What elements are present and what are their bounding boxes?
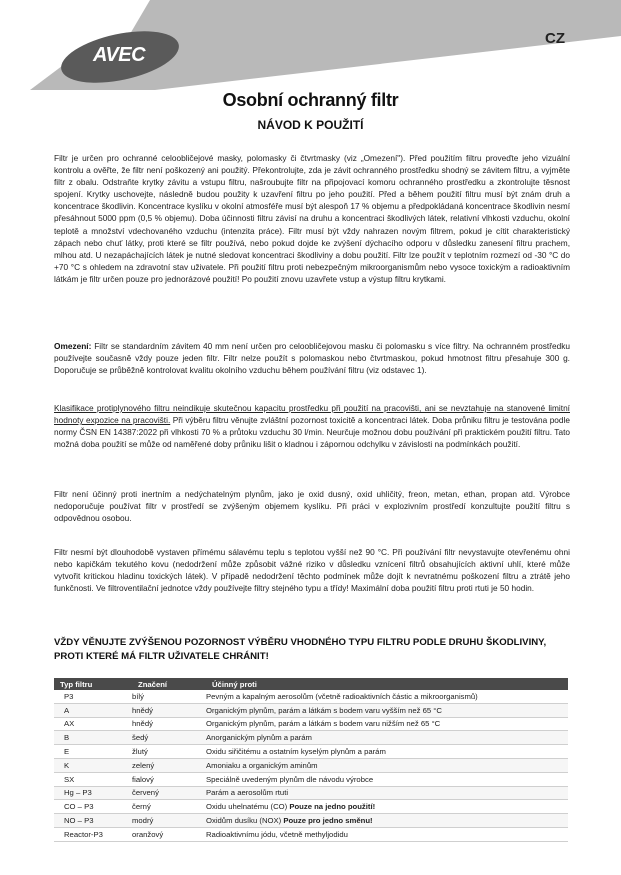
filter-protection-cell [206,717,568,731]
filter-type-cell: K [54,758,132,772]
filter-protection-cell [206,786,568,800]
header-marking: Značení [132,678,206,690]
filter-protection-cell [206,827,568,841]
filter-type-cell: P3 [54,690,132,703]
filter-marking-cell: červený [132,786,206,800]
limitations-text: Filtr se standardním závitem 40 mm není určen pro celoobličejovou masku či polomasku s více filtry. Na ochranném prostředku používejte současně vždy pouze jeden filtr. Filtr nelze použít s polomaskou nebo čtvrtmaskou, pokud hmotnost filtru přesahuje 300 g. Doporučuje se průběžně kontrolovat kvalitu okolního vzduchu během používání filtru (viz odstavec 1). [54,341,570,376]
table-row [54,786,568,800]
filter-type-cell: NO – P3 [54,814,132,828]
filter-marking-cell: zelený [132,758,206,772]
language-code: CZ [545,30,565,47]
filter-selection-warning: VŽDY VĚNUJTE ZVÝŠENOU POZORNOST VÝBĚRU VHODNÉHO TYPU FILTRU PODLE DRUHU ŠKODLIVINY, PROTI KTERÉ MÁ FILTR UŽIVATELE CHRÁNIT! [54,637,547,662]
paragraph-inert-gases: Filtr není účinný proti inertním a nedýchatelným plynům, jako je oxid dusný, oxid uhličitý, freon, metan, ethan, propan atd. Výrobce nedoporučuje používat filtr v prostředí se zvýšeným objemem kyslíku. Při práci v explozivním prostředí konzultujte použití filtru s odpovědnou osobou. [54,489,570,524]
filter-type-cell: E [54,745,132,759]
table-row [54,758,568,772]
table-header-row [54,678,568,690]
table-row [54,814,568,828]
filter-type-cell: Reactor-P3 [54,827,132,841]
table-row [54,703,568,717]
filter-protection-cell [206,800,568,814]
filter-marking-cell: černý [132,800,206,814]
paragraph-classification [54,402,570,450]
filter-protection-cell [206,745,568,759]
filter-protection-cell [206,758,568,772]
paragraph-heat-warning: Filtr nesmí být dlouhodobě vystaven přímému sálavému teplu s teplotou vyšší než 90 °C. Při používání filtr nevystavujte otevřenému ohni nebo kapičkám tekutého kovu (nedodržení může způsobit vážné riziko v důsledku vznícení filtrů obsahujících aktivní uhlí, které může vytvořit kritickou hladinu toxických látek). V případě nedodržení těchto podmínek může dojít k nevratnému poškození filtru a ztrátě jeho funkčnosti. Ve filtroventilační jednotce vždy používejte filtry stejného typu a třídy! Maximální doba použití filtru proti rtuti je 50 hodin. [54,547,570,594]
protection-text: Parám a aerosolům rtuti [206,788,289,798]
protection-text: Oxidům dusíku (NOX) [206,816,284,826]
protection-text: Radioaktivnímu jódu, včetně methyljodidu [206,829,348,839]
filter-type-cell: CO – P3 [54,800,132,814]
filter-protection-cell [206,814,568,828]
table-row [54,772,568,786]
protection-text: Organickým plynům, parám a látkám s bodem varu nižším než 65 °C [206,719,441,729]
filter-protection-cell [206,690,568,703]
filter-marking-cell: modrý [132,814,206,828]
table-row [54,717,568,731]
paragraph-usage: Filtr je určen pro ochranné celoobličejové masky, polomasky či čtvrtmasky (viz „Omezení"). Před použitím filtru proveďte jeho vizuální kontrolu a ověřte, že filtr není poškozený ani použitý. Překontrolujte, zda je závit ochranného prostředku shodný se závitem filtru, a vyjměte filtr z obalu. Odstraňte krytky závitu a vstupu filtru, našroubujte filtr na připojovací komoru ochranného prostředku a zkontrolujte těsnost spojení. Krytky uschovejte, následně budou použity k uzavření filtru po jeho použití. Před a během použití filtru musí být znám druh a koncentrace škodlivin. Koncentrace kyslíku v okolní atmosféře musí být alespoň 17 % objemu a předpokládaná koncentrace škodlivin nesmí přesáhnout 5000 ppm (0,5 % objemu). Doba účinnosti filtru závisí na druhu a koncentraci škodlivých látek, relativní vlhkosti vzduchu, okolní teplotě a množství vdechovaného vzduchu (intenzita práce). Filtr musí být vždy nahrazen novým filtrem, pokud je cítit charakteristický zápach nebo chuť látky, proti které se filtr používá, nebo pokud dojde ke zvýšení dýchacího odporu v důsledku zanesení filtru prachem, mlhou atd. U nezapáchajících látek je nutné sledovat koncentraci škodliviny a dobu použití. Filtr lze použít v teplotním rozmezí od -30 °C do +70 °C s ohledem na zdravotní stav uživatele. Při použití filtru proti nebezpečným mikroorganismům nebo vysoce toxickým a radioaktivním látkám je filtr určen pouze pro jednorázové použití! Po použití znovu uzavřete vstup a výstup filtru krytkami. [54,153,570,284]
protection-text: Organickým plynům, parám a látkám s bodem varu vyšším než 65 °C [206,705,442,715]
filter-marking-cell: hnědý [132,717,206,731]
filter-type-cell: B [54,731,132,745]
filter-marking-cell: šedý [132,731,206,745]
table-row [54,690,568,703]
filter-marking-cell: hnědý [132,703,206,717]
protection-text: Oxidu siřičitému a ostatním kyselým plynům a parám [206,747,386,757]
document-subtitle: NÁVOD K POUŽITÍ [257,118,364,132]
filter-type-cell: Hg – P3 [54,786,132,800]
protection-note: Pouze na jedno použití! [289,802,376,812]
paragraph-limitations [54,340,570,376]
header-effective-against: Účinný proti [206,678,568,690]
table-row [54,745,568,759]
filter-marking-cell: bílý [132,690,206,703]
filter-marking-cell: fialový [132,772,206,786]
table-row [54,827,568,841]
filter-type-cell: SX [54,772,132,786]
document-title: Osobní ochranný filtr [222,90,399,110]
classification-underlined: Klasifikace protiplynového filtru neindikuje skutečnou kapacitu prostředku při použití na pracovišti, ani se nevztahuje na stanovené limitní hodnoty expozice na pracovišti. [54,403,570,426]
filter-protection-cell [206,772,568,786]
filter-protection-cell [206,731,568,745]
avec-logo: AVEC [92,44,146,66]
filter-type-cell: AX [54,717,132,731]
filter-protection-cell [206,703,568,717]
classification-text: Při výběru filtru věnujte zvláštní pozornost toxicitě a koncentraci látek. Doba průniku filtru je testována podle normy ČSN EN 14387:2022 při vlhkosti 70 % a průtoku vzduchu 30 l/min. Neurčuje možnou dobu používání při praktickém použití filtru. Tato možná doba použití se může od naměřené doby průniku lišit o kladnou i zápornou odchylku v závislosti na podmínkách použití. [54,415,570,450]
limitations-label: Omezení: [54,341,92,351]
protection-text: Pevným a kapalným aerosolům (včetně radioaktivních částic a mikroorganismů) [206,691,478,701]
filter-type-cell: A [54,703,132,717]
filter-marking-cell: oranžový [132,827,206,841]
protection-text: Oxidu uhelnatému (CO) [206,802,290,812]
protection-text: Speciálně uvedeným plynům dle návodu výrobce [206,774,374,784]
filter-marking-cell: žlutý [132,745,206,759]
header-filter-type: Typ filtru [54,678,132,690]
table-row [54,800,568,814]
filter-types-table [54,678,568,842]
table-row [54,731,568,745]
protection-text: Anorganickým plynům a parám [206,733,312,743]
protection-note: Pouze pro jedno směnu! [283,816,373,826]
protection-text: Amoniaku a organickým aminům [206,760,318,770]
